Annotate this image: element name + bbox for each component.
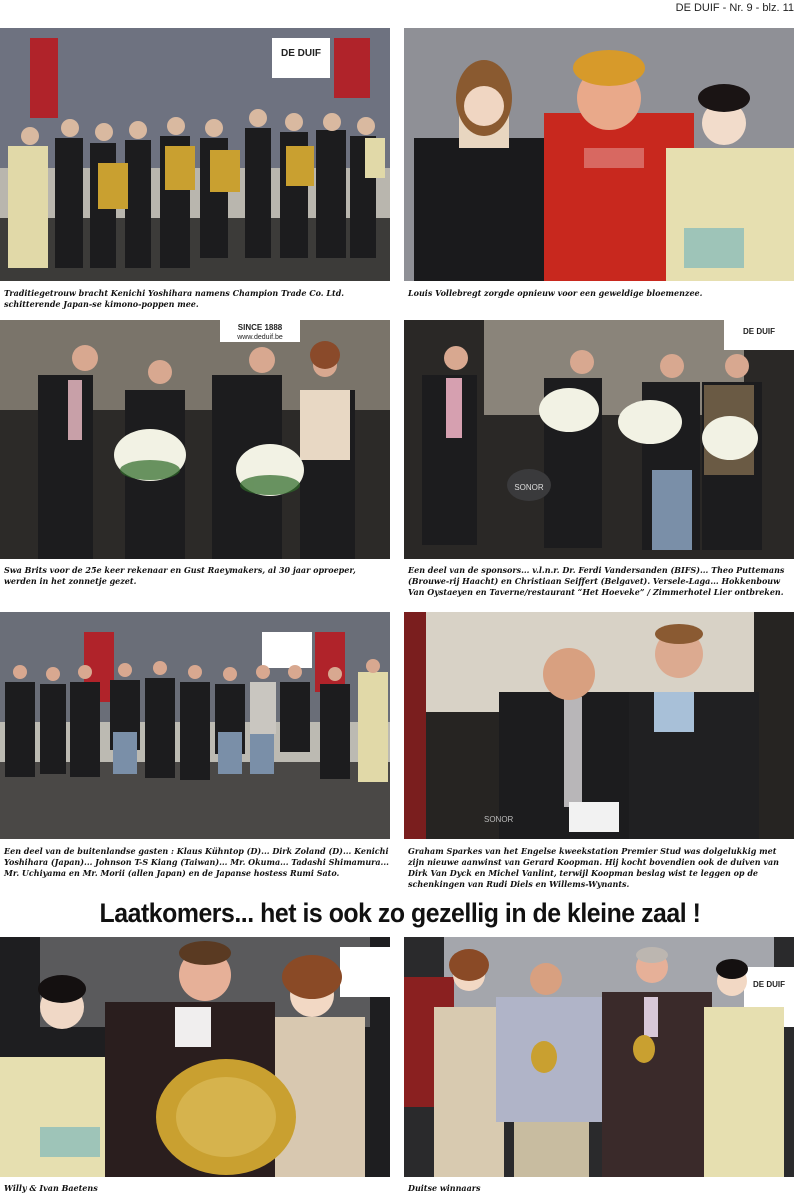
page-header: DE DUIF - Nr. 9 - blz. 11 (675, 2, 794, 14)
caption-foreign-guests: Een deel van de buitenlandse gasten : Klaus Kühntop (D)... Dirk Zoland (D)... Kenichi Yoshihara (Japan)... Johnson T-S Kiang (Taiwan)... Mr. Okuma... Tadashi Shimamura... Mr. Uchiyama en Mr. Morii (allen Japan) en de Japanse hostess Rumi Sato. (4, 846, 389, 878)
sign-since: SINCE 1888 (237, 323, 283, 332)
svg-text:SONOR: SONOR (514, 483, 544, 492)
photo-graham-sparkes (404, 612, 794, 839)
caption-graham-sparkes: Graham Sparkes van het Engelse kweekstation Premier Stud was dolgelukkig met zijn nieuwe aanwinst van Gerard Koopman. Hij kocht bovendien ook de duiven van Dirk Van Dyck en Michel Vanlint, terwijl Koopman beslag wist te leggen op de schenkingen van Rudi Diels en Willems-Wynants. (408, 846, 779, 889)
sign-web: www.deduif.be (237, 334, 283, 341)
caption-kimono-dolls: Traditiegetrouw bracht Kenichi Yoshihara namens Champion Trade Co. Ltd. schitterende Japan-se kimono-poppen mee. (4, 288, 345, 309)
headline-latecomers: Laatkomers... het is ook zo gezellig in de kleine zaal ! (99, 898, 701, 928)
caption-flowers: Louis Vollebregt zorgde opnieuw voor een geweldige bloemenzee. (408, 288, 703, 298)
caption-brits-raeymakers: Swa Brits voor de 25e keer rekenaar en Gust Raeymakers, al 30 jaar oproeper, werden in het zonnetje gezet. (4, 565, 356, 586)
caption-baetens: Willy & Ivan Baetens (4, 1183, 98, 1193)
sign-de-duif: DE DUIF (281, 48, 321, 59)
photo-brits-raeymakers (0, 320, 390, 559)
photo-sponsors (404, 320, 794, 559)
svg-text:DE DUIF: DE DUIF (743, 327, 775, 336)
photo-baetens (0, 937, 390, 1177)
caption-sponsors: Een deel van de sponsors... v.l.n.r. Dr. Ferdi Vandersanden (BIFS)... Theo Puttemans (Brouwe-rij Haacht) en Christiaan Seiffert (Belgavet). Versele-Laga... Hokkenbouw Van Oystaeyen en Taverne/restaurant “Het Hoeveke” / Zimmerhotel Lier ontbreken. (408, 565, 785, 597)
sign-sonor: SONOR (484, 815, 514, 824)
photo-flowers (404, 28, 794, 281)
caption-german-winners: Duitse winnaars (408, 1183, 481, 1193)
photo-kimono-dolls (0, 28, 390, 281)
photo-german-winners (404, 937, 794, 1177)
photo-foreign-guests (0, 612, 390, 839)
svg-text:DE DUIF: DE DUIF (753, 980, 785, 989)
